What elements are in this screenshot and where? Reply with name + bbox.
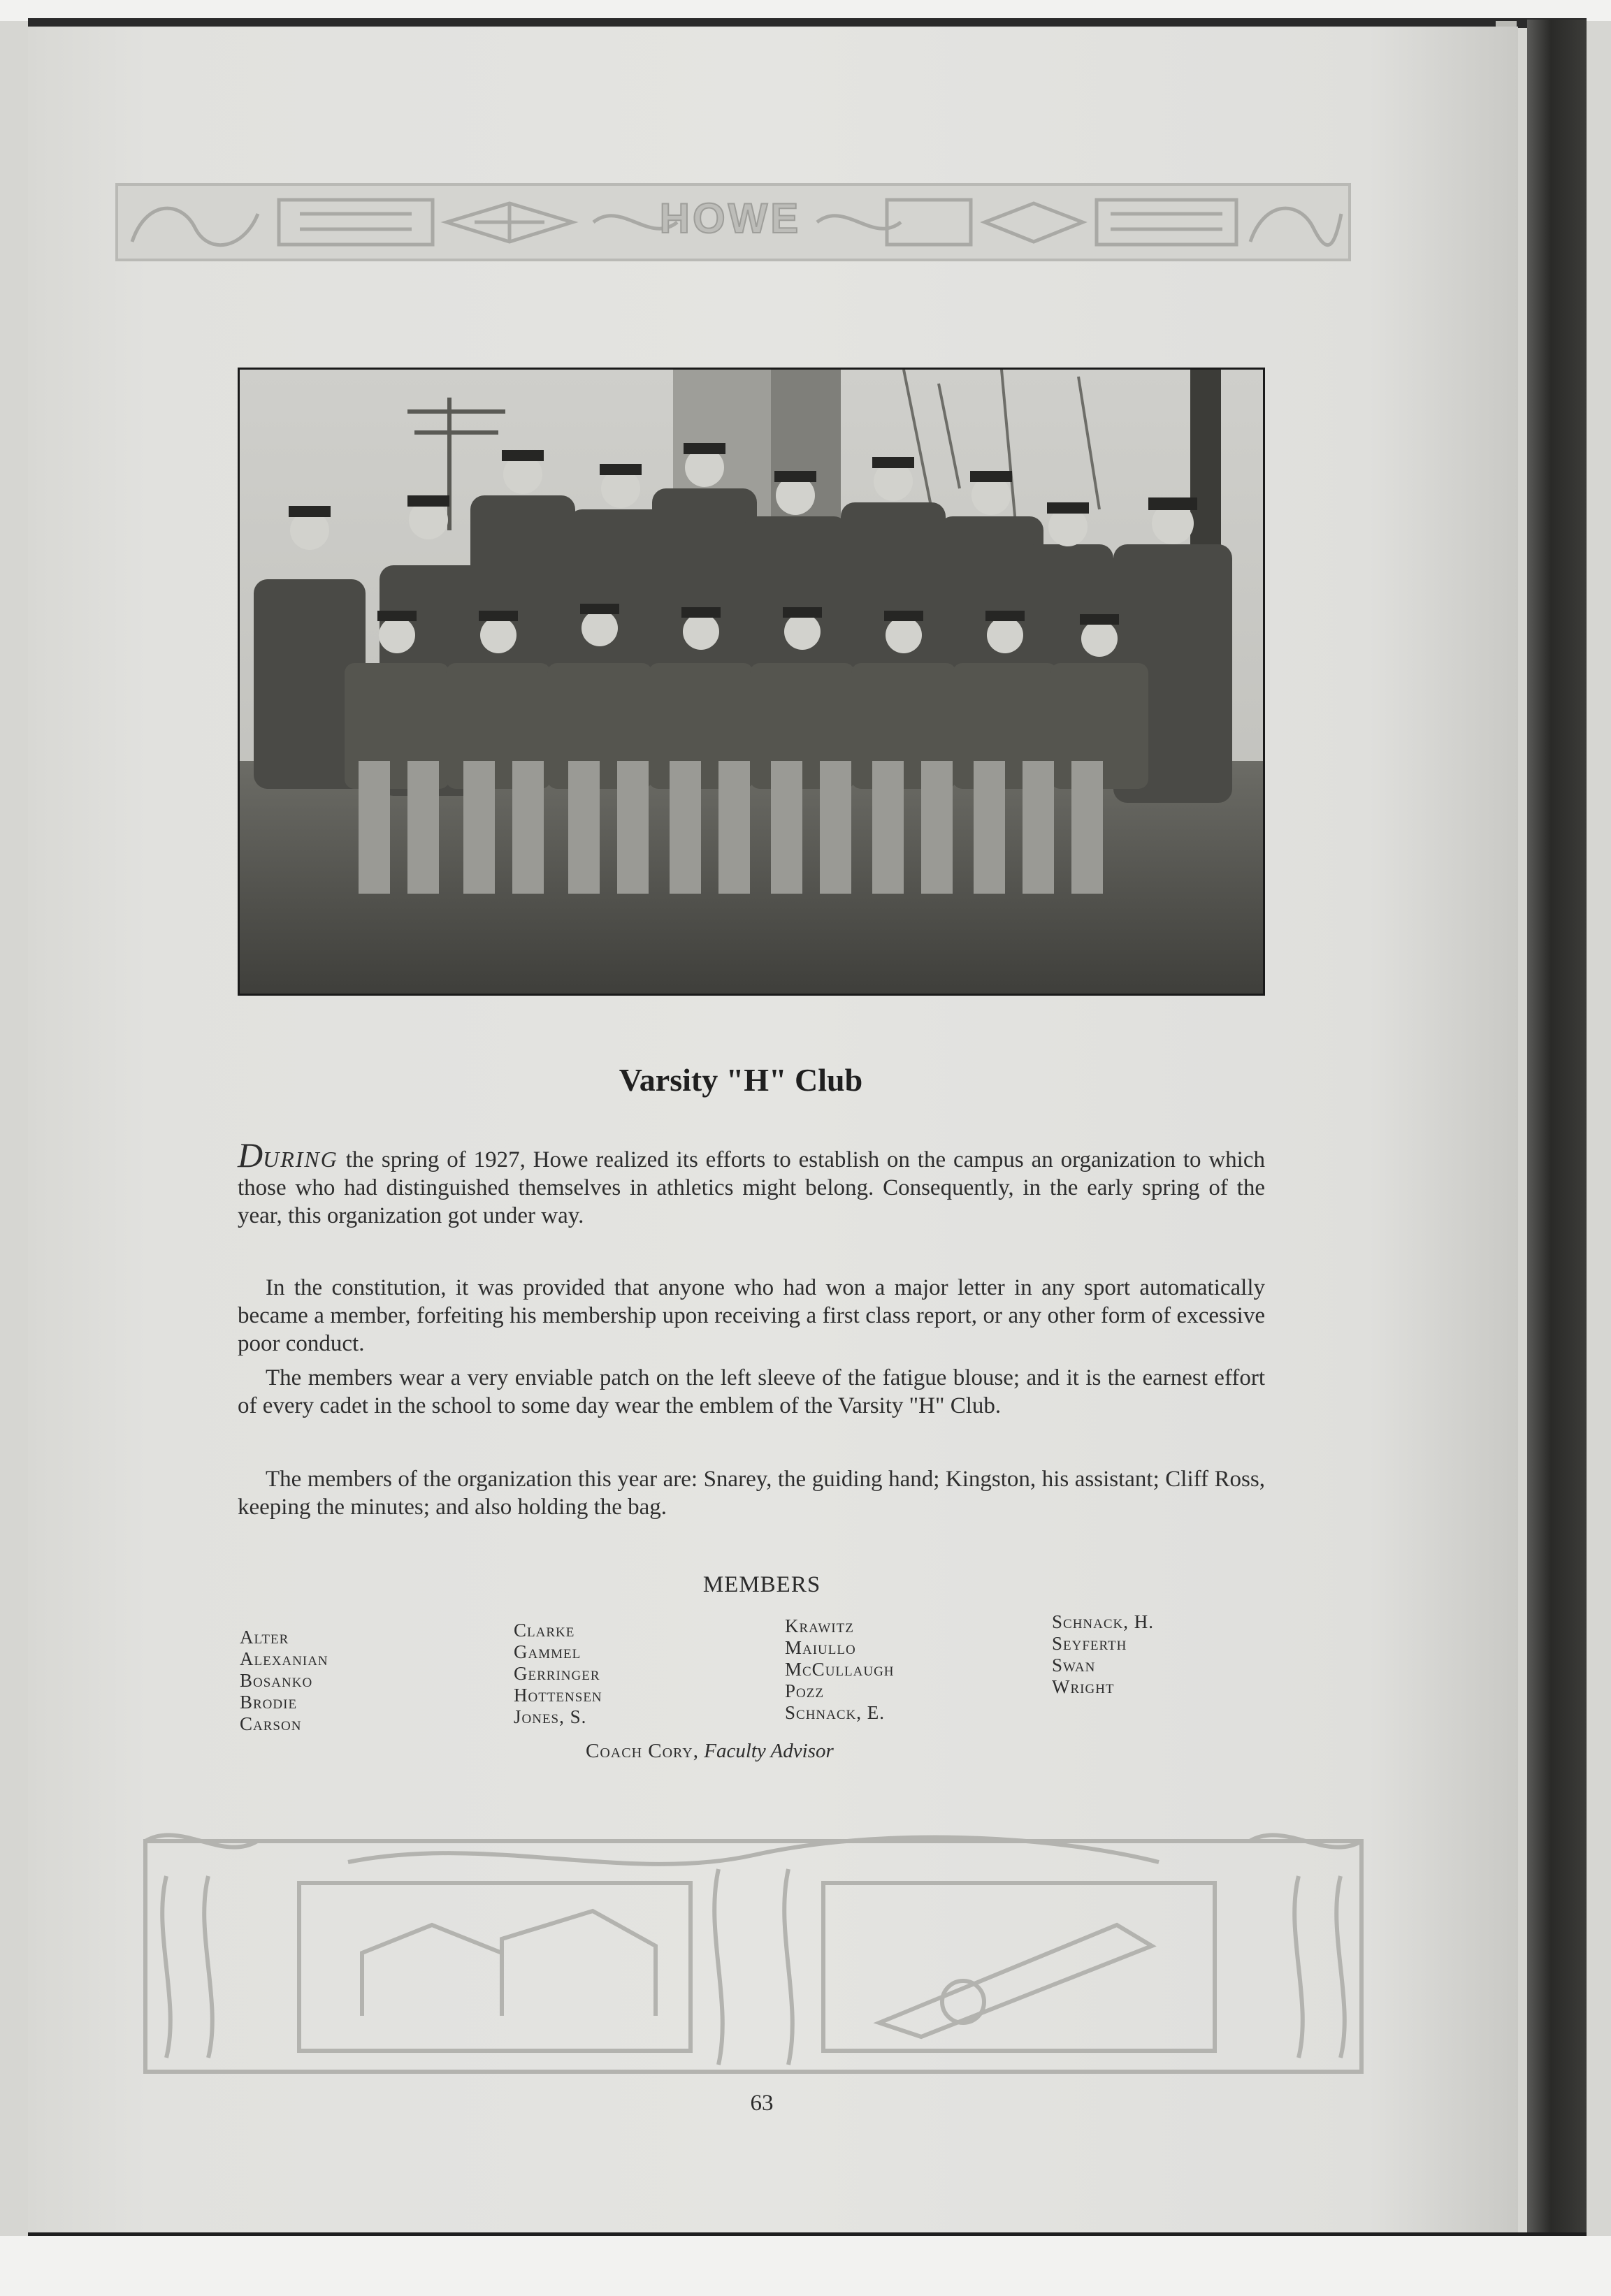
group-photo [238,368,1265,996]
member-name: Schnack, E. [785,1702,885,1723]
member-name: Swan [1052,1655,1096,1676]
member-name: Gammel [514,1641,581,1662]
member-name: Bosanko [240,1670,313,1691]
members-column-2 [514,1620,751,1728]
intro-text: the spring of 1927, Howe realized its efforts to establish on the campus an organization to which those who had distinguished themselves in athletics might belong. Consequently, in the early spring of the year, this organization got under way. [238,1147,1265,1228]
member-name: Wright [1052,1676,1115,1697]
advisor-name: Coach Cory, [586,1740,699,1762]
header-title: HOWE [659,195,802,242]
section-title: Varsity "H" Club [619,1062,863,1098]
advisor-role: Faculty Advisor [704,1740,834,1762]
member-name: Krawitz [785,1615,854,1636]
members-heading: MEMBERS [702,1572,821,1597]
member-name: Gerringer [514,1663,600,1684]
constitution-paragraph: In the constitution, it was provided that anyone who had won a major letter in any sport automatically became a member, forfeiting his membership upon receiving a first class report, or any other form of excessive poor conduct. [238,1275,1265,1356]
officers-paragraph: The members of the organization this year are: Snarey, the guiding hand; Kingston, his assistant; Cliff Ross, keeping the minutes; and also holding the bag. [238,1467,1265,1520]
member-name: Seyferth [1052,1633,1127,1654]
drop-cap: D [238,1135,263,1175]
member-name: Maiullo [785,1637,856,1658]
member-name: Jones, S. [514,1706,587,1727]
member-name: Pozz [785,1680,824,1701]
members-column-3 [785,1615,1023,1724]
member-name: Alter [240,1627,289,1648]
footer-ornament [138,1820,1368,2079]
member-name: Alexanian [240,1648,328,1669]
member-name: Brodie [240,1692,298,1713]
members-column-1 [240,1627,477,1735]
page-number: 63 [750,2091,774,2116]
patch-paragraph: The members wear a very enviable patch on the left sleeve of the fatigue blouse; and it is the earnest effort of every cadet in the school to some day wear the emblem of the Varsity "H" Club. [238,1365,1265,1418]
member-name: Schnack, H. [1052,1611,1154,1632]
member-name: Clarke [514,1620,575,1641]
scan-border-bottom [0,2236,1611,2296]
member-name: Hottensen [514,1685,602,1706]
intro-paragraph [238,1135,1265,1230]
lead-word: URING [263,1147,338,1172]
faculty-advisor [586,1740,977,1768]
members-column-4 [1052,1611,1289,1698]
book-cover-edge [1527,20,1587,2238]
member-name: McCullaugh [785,1659,895,1680]
member-name: Carson [240,1713,302,1734]
